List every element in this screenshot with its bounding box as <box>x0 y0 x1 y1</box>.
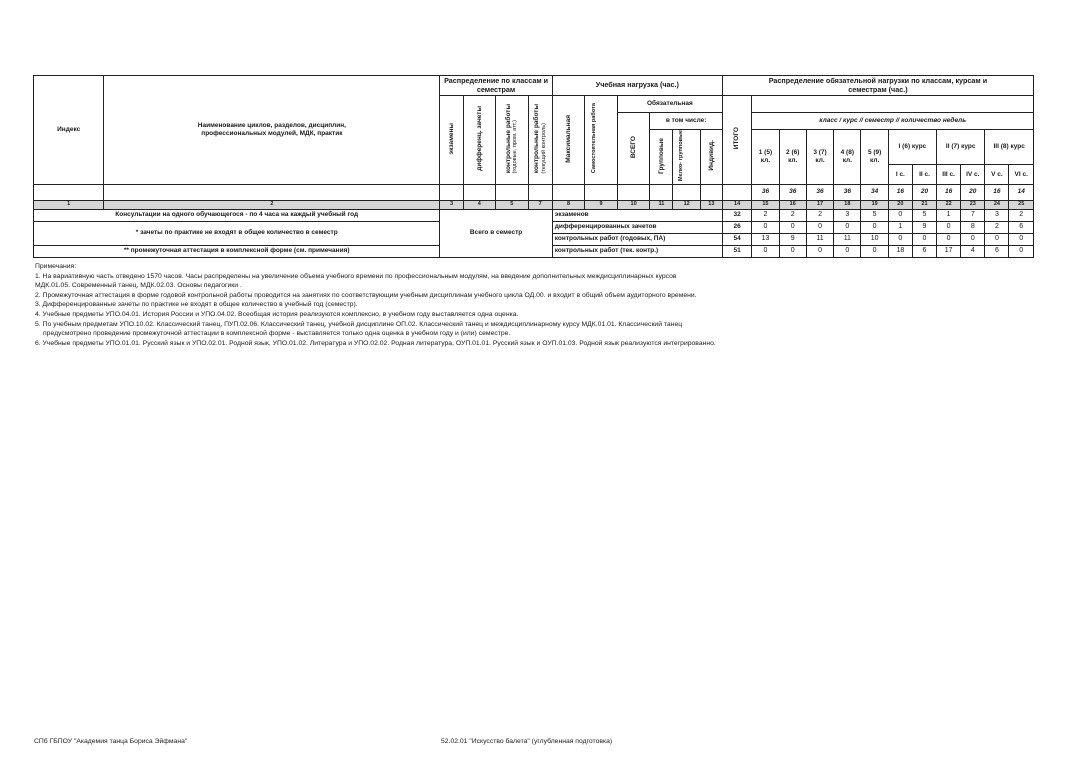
blank-cell <box>104 184 440 200</box>
curriculum-table <box>33 75 1034 258</box>
summary-value: 4 <box>961 245 985 257</box>
summary-value: 0 <box>861 245 888 257</box>
note-4: 4. Учебные предметы УПО.04.01. История России и УПО.04.02. Всеобщая история реализуются комплексно, в учебном году выставляется одна оценка. <box>35 310 519 318</box>
col-number: 10 <box>617 200 650 209</box>
blank-cell <box>700 184 722 200</box>
blank-cell <box>528 184 552 200</box>
blank-cell <box>463 184 496 200</box>
course-3-header: III (8) курс <box>985 130 1034 165</box>
note-6: 6. Учебные предметы УПО.01.01. Русский язык и УПО.02.01. Родной язык, УПО.01.02. Литература и УПО.02.02. Родная литература, ОУП.01.01. Русский язык и ОУП.01.03. Родной язык реализуются интегрированно. <box>35 339 716 347</box>
col-number: 7 <box>528 200 552 209</box>
summary-value: 0 <box>1009 245 1034 257</box>
summary-value: 1 <box>888 221 912 233</box>
summary-value: 0 <box>861 221 888 233</box>
itogo-header: ИТОГО <box>722 96 751 185</box>
summary-value: 0 <box>779 221 806 233</box>
attestation-note: ** промежуточная аттестация в комплексной форме (см. примечания) <box>34 245 440 257</box>
summary-itogo: 51 <box>722 245 751 257</box>
weeks-cell: 16 <box>937 184 961 200</box>
summary-label: экзаменов <box>552 209 722 221</box>
summary-value: 0 <box>752 245 779 257</box>
summary-row <box>34 209 1034 221</box>
weeks-cell: 14 <box>1009 184 1034 200</box>
summary-value: 17 <box>937 245 961 257</box>
weeks-cell: 36 <box>806 184 833 200</box>
summary-value: 1 <box>937 209 961 221</box>
col-number: 25 <box>1009 200 1034 209</box>
summary-value: 5 <box>861 209 888 221</box>
summary-value: 0 <box>806 221 833 233</box>
note-1-continued: МДК.01.05. Современный танец, МДК.02.03. Основы педагогики . <box>35 282 242 290</box>
summary-value: 6 <box>912 245 936 257</box>
blank-cell <box>585 184 618 200</box>
col-number: 21 <box>912 200 936 209</box>
summary-value: 2 <box>752 209 779 221</box>
semester-2-header: II с. <box>912 165 936 184</box>
summary-value: 5 <box>912 209 936 221</box>
summary-value: 0 <box>779 245 806 257</box>
semester-4-header: IV с. <box>961 165 985 184</box>
summary-value: 2 <box>985 221 1009 233</box>
weeks-cell: 36 <box>752 184 779 200</box>
col-number: 2 <box>104 200 440 209</box>
class-2-header: 2 (6) кл. <box>779 130 806 185</box>
semester-5-header: V с. <box>985 165 1009 184</box>
course-2-header: II (7) курс <box>937 130 985 165</box>
class-3-header: 3 (7) кл. <box>806 130 833 185</box>
mandatory-distribution-header: Распределение обязательной нагрузки по классам, курсам и семестрам (час.) <box>722 76 1033 96</box>
max-load-header: Максимальная <box>552 96 585 185</box>
summary-value: 8 <box>961 221 985 233</box>
col-number: 14 <box>722 200 751 209</box>
summary-value: 0 <box>888 233 912 245</box>
summary-value: 0 <box>1009 233 1034 245</box>
diff-credits-header: дифференц. зачеты <box>463 96 496 185</box>
weeks-cell: 34 <box>861 184 888 200</box>
individual-header: Индивид. <box>700 130 722 185</box>
name-header: Наименование циклов, разделов, дисциплин, профессиональных модулей, МДК, практик <box>104 76 440 185</box>
class-5-header: 5 (9) кл. <box>861 130 888 185</box>
col-number: 20 <box>888 200 912 209</box>
col-number: 15 <box>752 200 779 209</box>
credits-note: * зачеты по практике не входят в общее количество в семестр <box>34 221 440 245</box>
weeks-cell: 16 <box>985 184 1009 200</box>
summary-value: 2 <box>1009 209 1034 221</box>
summary-value: 0 <box>888 209 912 221</box>
weeks-cell: 20 <box>961 184 985 200</box>
summary-value: 6 <box>1009 221 1034 233</box>
blank-cell <box>34 184 104 200</box>
col-number: 9 <box>585 200 618 209</box>
class-4-header: 4 (8) кл. <box>834 130 861 185</box>
semester-3-header: III с. <box>937 165 961 184</box>
note-5-continued: предусмотрено проведение промежуточной аттестации в комплексной форме - выставляется только одна оценка в учебном году и (или) семестре. <box>43 330 511 338</box>
small-group-header: Мелко- групповые <box>673 130 700 185</box>
footer-institution: СПб ГБПОУ "Академия танца Бориса Эйфмана" <box>34 738 188 745</box>
summary-value: 9 <box>779 233 806 245</box>
blank-cell <box>440 184 463 200</box>
summary-value: 0 <box>834 245 861 257</box>
summary-value: 0 <box>912 233 936 245</box>
col-number: 23 <box>961 200 985 209</box>
col-number: 8 <box>552 200 585 209</box>
col-number: 19 <box>861 200 888 209</box>
footer-program: 52.02.01 "Искусство балета" (углубленная подготовка) <box>441 738 613 745</box>
summary-itogo: 32 <box>722 209 751 221</box>
summary-value: 0 <box>937 221 961 233</box>
notes-section <box>35 262 1025 348</box>
semester-1-header: I с. <box>888 165 912 184</box>
col-number: 5 <box>496 200 529 209</box>
summary-itogo: 54 <box>722 233 751 245</box>
weeks-cell: 20 <box>912 184 936 200</box>
summary-value: 2 <box>806 209 833 221</box>
summary-value: 3 <box>985 209 1009 221</box>
blank-cell <box>722 184 751 200</box>
summary-value: 0 <box>961 233 985 245</box>
semester-6-header: VI с. <box>1009 165 1034 184</box>
summary-value: 0 <box>806 245 833 257</box>
summary-value: 0 <box>937 233 961 245</box>
summary-itogo: 26 <box>722 221 751 233</box>
control-works-header: контрольные работы(годовые, пром. атт.) <box>496 96 529 185</box>
col-number: 18 <box>834 200 861 209</box>
summary-value: 0 <box>985 233 1009 245</box>
summary-value: 9 <box>912 221 936 233</box>
summary-value: 0 <box>752 221 779 233</box>
distribution-header: Распределение по классам и семестрам <box>440 76 552 96</box>
note-1: 1. На вариативную часть отведено 1570 часов. Часы распределены на увеличение объема учебного времени по профессиональным модулям, на введение дополнительных междисциплинарных курсов <box>35 272 677 280</box>
col-number: 11 <box>650 200 673 209</box>
col-number: 16 <box>779 200 806 209</box>
summary-value: 0 <box>834 221 861 233</box>
col-number: 12 <box>673 200 700 209</box>
weeks-cell: 16 <box>888 184 912 200</box>
consultations-note: Консультации на одного обучающегося - по 4 часа на каждый учебный год <box>34 209 440 221</box>
blank-cell <box>752 96 1034 113</box>
col-number: 24 <box>985 200 1009 209</box>
control-works-current-header: контрольные работы(текущий контроль) <box>528 96 552 185</box>
column-numbers-row <box>34 200 1034 209</box>
summary-label: контрольных работ (тек. контр.) <box>552 245 722 257</box>
summary-value: 10 <box>861 233 888 245</box>
col-number: 13 <box>700 200 722 209</box>
summary-value: 6 <box>985 245 1009 257</box>
summary-value: 3 <box>834 209 861 221</box>
summary-value: 18 <box>888 245 912 257</box>
note-2: 2. Промежуточная аттестация в форме годовой контрольной работы проводится на занятиях по соответствующим учебным дисциплинам учебного цикла ОД.00. и входит в общий объем аудиторного времени. <box>35 291 697 299</box>
col-number: 3 <box>440 200 463 209</box>
summary-value: 2 <box>779 209 806 221</box>
summary-value: 11 <box>834 233 861 245</box>
col-number: 1 <box>34 200 104 209</box>
total-semester-label: Всего в семестр <box>440 209 552 257</box>
total-header: ВСЕГО <box>617 113 650 185</box>
course-1-header: I (6) курс <box>888 130 936 165</box>
blank-cell <box>552 184 585 200</box>
note-5: 5. По учебным предметам УПО.10.02. Классический танец, ПУП.02.06. Классический танец, учебной дисциплине ОП.02. Классический танец и междисциплинарному курсу МДК.01.01. Классический танец <box>35 320 683 328</box>
blank-cell <box>650 184 673 200</box>
summary-value: 7 <box>961 209 985 221</box>
including-header: в том числе: <box>650 113 723 130</box>
col-number: 22 <box>937 200 961 209</box>
weeks-cell: 36 <box>834 184 861 200</box>
col-number: 17 <box>806 200 833 209</box>
blank-cell <box>673 184 700 200</box>
summary-value: 11 <box>806 233 833 245</box>
exams-header: экзамены <box>440 96 463 185</box>
notes-title: Примечания: <box>35 263 77 270</box>
class-course-header: класс / курс // семестр // количество недель <box>752 113 1034 130</box>
class-1-header: 1 (5) кл. <box>752 130 779 185</box>
note-3: 3. Дифференцированные зачеты по практике не входят в общее количество в учебный год (семестр). <box>35 301 358 309</box>
study-load-header: Учебная нагрузка (час.) <box>552 76 722 96</box>
summary-value: 13 <box>752 233 779 245</box>
weeks-cell: 36 <box>779 184 806 200</box>
blank-cell <box>617 184 650 200</box>
index-header: Индекс <box>34 76 104 185</box>
col-number: 4 <box>463 200 496 209</box>
group-header: Групповые <box>650 130 673 185</box>
summary-label: дифференцированных зачетов <box>552 221 722 233</box>
mandatory-header: Обязательная <box>617 96 722 113</box>
self-work-header: Самостоятельная работа <box>585 96 618 185</box>
blank-cell <box>496 184 529 200</box>
summary-label: контрольных работ (годовых, ПА) <box>552 233 722 245</box>
